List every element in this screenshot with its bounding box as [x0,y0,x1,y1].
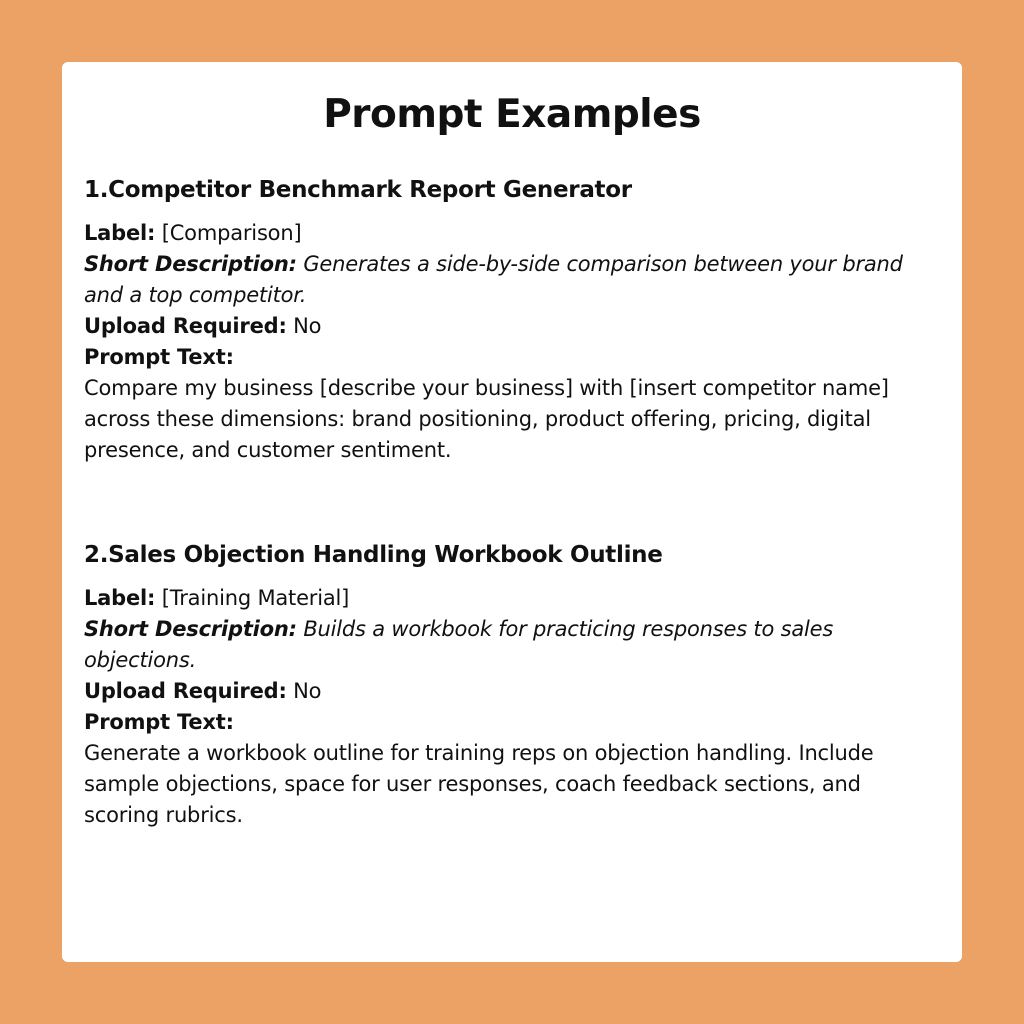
upload-required-value: No [293,314,322,338]
label-value: [Training Material] [161,586,350,610]
short-description-value: Builds a workbook for practicing responses to sales objections. [84,617,834,672]
short-description-key: Short Description: [84,617,297,641]
section-title: 2.Sales Objection Handling Workbook Outline [84,542,663,568]
content-card [62,62,962,962]
upload-required-key: Upload Required: [84,314,287,338]
label-key: Label: [84,221,156,245]
label-line [84,583,940,614]
short-description-key: Short Description: [84,252,297,276]
page-title: Prompt Examples [323,92,701,137]
prompt-text-value: Generate a workbook outline for training reps on objection handling. Include sample objections, space for user responses, coach feedback sections, and scoring rubrics. [84,741,874,827]
prompt-text-key: Prompt Text: [84,710,234,734]
short-description-value: Generates a side-by-side comparison between your brand and a top competitor. [84,252,903,307]
label-value: [Comparison] [161,221,302,245]
prompt-text-value: Compare my business [describe your business] with [insert competitor name] across these dimensions: brand positioning, product offering, pricing, digital presence, and customer sentiment. [84,376,889,462]
short-description-line [84,614,940,676]
prompt-example-1 [84,172,940,466]
label-key: Label: [84,586,156,610]
prompt-text-key: Prompt Text: [84,345,234,369]
upload-required-key: Upload Required: [84,679,287,703]
prompt-example-2 [84,537,940,831]
upload-required-value: No [293,679,322,703]
upload-required-line [84,676,940,707]
section-title: 1.Competitor Benchmark Report Generator [84,177,632,203]
short-description-line [84,249,940,311]
label-line [84,218,940,249]
upload-required-line [84,311,940,342]
